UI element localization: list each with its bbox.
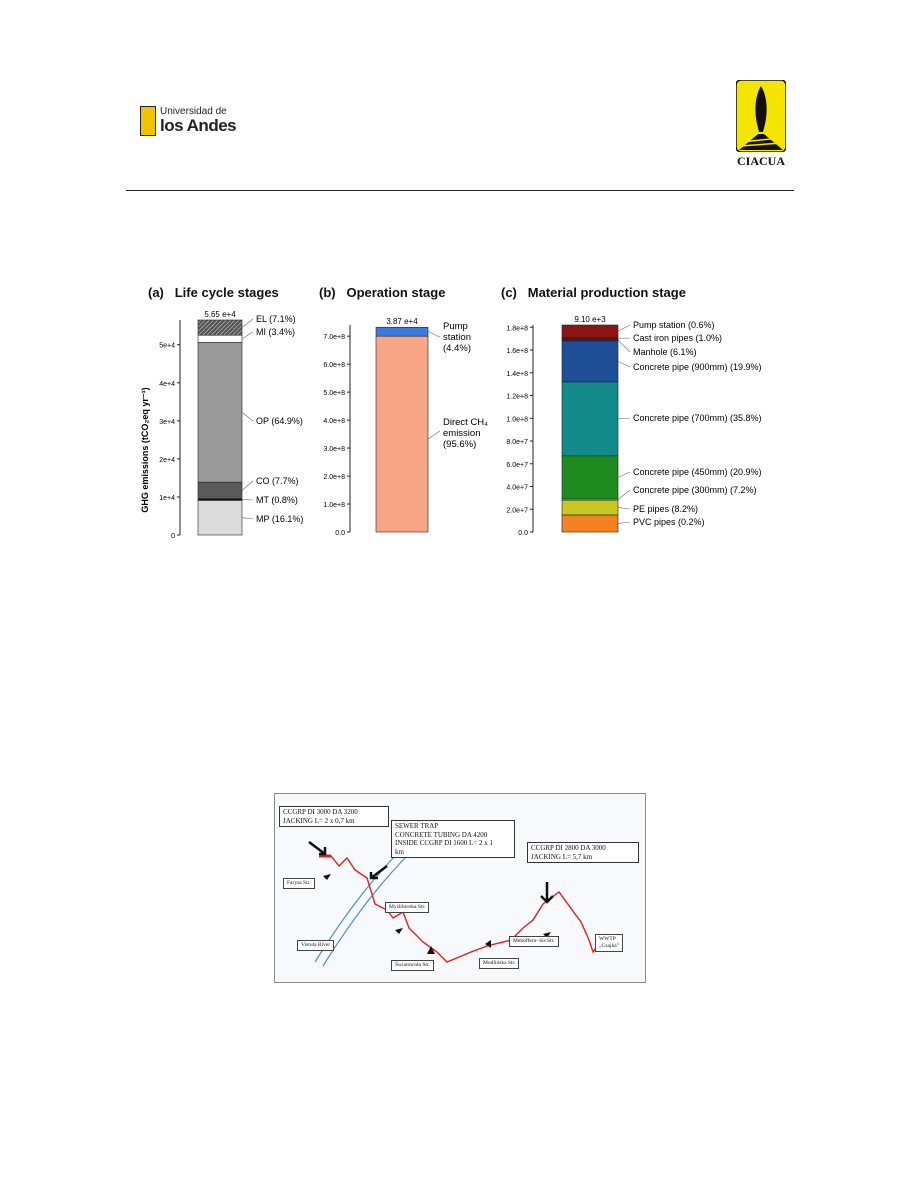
pipe-spec-box-1	[279, 806, 389, 827]
ciacua-logo	[736, 80, 786, 168]
bar-segment-b	[376, 336, 428, 532]
pipe-spec-box-2-line: INSIDE CCGRP DI 1600 L= 2 x 1	[395, 839, 493, 847]
pointer-icon-mysliborska	[395, 928, 403, 934]
leader-line-c	[618, 522, 630, 523]
y-tick-label-c: 1.4e+8	[506, 370, 528, 378]
header-divider	[126, 190, 794, 191]
leader-line-b	[428, 431, 440, 439]
bar-total-label-a: 5.65 e+4	[204, 310, 236, 319]
segment-label-a: MT (0.8%)	[256, 495, 298, 505]
arrow-icon-box1	[309, 842, 325, 854]
y-tick-label-a: 0	[171, 533, 175, 540]
leader-line-c	[618, 490, 630, 500]
pipe-spec-box-3	[527, 842, 639, 863]
y-tick-label-b: 4.0e+8	[323, 418, 345, 426]
segment-label-c: PVC pipes (0.2%)	[633, 517, 705, 527]
segment-label-b: (95.6%)	[443, 439, 477, 450]
segment-label-a: MP (16.1%)	[256, 514, 304, 524]
y-tick-label-b: 0.0	[335, 530, 345, 537]
y-tick-label-c: 4.0e+7	[506, 484, 528, 492]
y-tick-label-b: 6.0e+8	[323, 362, 345, 370]
y-tick-label-a: 1e+4	[159, 494, 175, 502]
y-tick-label-b: 1.0e+8	[323, 502, 345, 510]
y-axis-title-a: GHG emissions (tCO₂eq yr⁻¹)	[140, 387, 150, 513]
bar-segment-c	[562, 382, 618, 456]
segment-label-c: Concrete pipe (700mm) (35.8%)	[633, 413, 762, 423]
leader-line-c	[618, 418, 630, 419]
label-vistula-river: Vistula River	[297, 940, 334, 951]
pipe-spec-box-1-line: JACKING L= 2 x 0,7 km	[283, 816, 355, 825]
y-tick-label-c: 1.6e+8	[506, 348, 528, 356]
segment-label-a: CO (7.7%)	[256, 476, 299, 486]
leader-line-a	[242, 412, 253, 421]
bar-segment-a	[198, 335, 242, 342]
bar-segment-c	[562, 515, 618, 532]
leader-line-a	[242, 332, 253, 339]
pipe-spec-box-2-line: CONCRETE TUBING DA 4200	[395, 830, 488, 839]
leader-line-c	[618, 361, 630, 367]
panel-c-heading: Material production stage	[527, 285, 686, 300]
segment-label-b: emission	[443, 428, 481, 439]
arrow-icon-box2	[371, 866, 387, 878]
pipe-spec-box-2	[391, 820, 515, 858]
y-tick-label-a: 4e+4	[159, 380, 175, 388]
ciacua-name: CIACUA	[737, 154, 785, 168]
bar-segment-a	[198, 482, 242, 499]
bar-segment-a	[198, 342, 242, 482]
pipe-spec-box-1-line: CCGRP DI 3000 DA 3200	[283, 808, 358, 816]
segment-label-c: Manhole (6.1%)	[633, 347, 697, 357]
y-tick-label-a: 3e+4	[159, 418, 175, 426]
y-tick-label-c: 0.0	[518, 530, 528, 537]
y-tick-label-b: 3.0e+8	[323, 446, 345, 454]
label-swiatowida-street: Światowida Str.	[391, 960, 434, 971]
y-tick-label-b: 5.0e+8	[323, 390, 345, 398]
panel-c-title	[501, 285, 686, 300]
bar-segment-c	[562, 341, 618, 382]
bar-total-label-c: 9.10 e+3	[574, 315, 606, 324]
leader-line-c	[618, 472, 630, 477]
bar-segment-c	[562, 456, 618, 499]
y-tick-label-a: 5e+4	[159, 342, 175, 350]
label-mysliborska-street: Myśliborska Str.	[385, 902, 429, 913]
label-mehoffera-street: Mehoffera- bis Str.	[509, 936, 559, 947]
pipe-spec-box-2-line: km	[395, 847, 404, 856]
bar-total-label-b: 3.87 e+4	[386, 317, 418, 327]
segment-label-c: Concrete pipe (300mm) (7.2%)	[633, 485, 757, 495]
segment-label-b: Pump	[443, 321, 468, 333]
pipe-spec-box-2-line: SEWER TRAP	[395, 822, 439, 830]
segment-label-c: PE pipes (8.2%)	[633, 504, 699, 514]
pipe-spec-box-3-line: CCGRP DI 2800 DA 3000	[531, 844, 606, 852]
panel-b-title	[319, 285, 445, 300]
y-tick-label-c: 8.0e+7	[506, 439, 528, 447]
ghg-charts	[0, 300, 918, 550]
bar-segment-c	[562, 500, 618, 515]
leader-line-c	[618, 340, 630, 352]
segment-label-a: EL (7.1%)	[256, 314, 296, 324]
bar-segment-b	[376, 327, 428, 336]
segment-label-c: Concrete pipe (450mm) (20.9%)	[633, 467, 762, 477]
uniandes-logo-line2: los Andes	[160, 116, 237, 135]
segment-label-c: Cast iron pipes (1.0%)	[633, 333, 723, 343]
segment-label-c: Pump station (0.6%)	[633, 320, 715, 330]
leader-line-c	[618, 508, 630, 509]
panel-c-letter: (c)	[501, 285, 517, 300]
segment-label-b: Direct CH₄	[443, 417, 489, 428]
segment-label-a: OP (64.9%)	[256, 416, 303, 426]
bar-segment-a	[198, 320, 242, 335]
label-wwtp: WWTP	[599, 936, 616, 942]
y-tick-label-b: 7.0e+8	[323, 334, 345, 342]
y-tick-label-c: 1.0e+8	[506, 416, 528, 424]
y-tick-label-b: 2.0e+8	[323, 474, 345, 482]
panel-b-heading: Operation stage	[346, 285, 446, 300]
segment-label-a: MI (3.4%)	[256, 327, 296, 337]
ciacua-emblem-icon	[736, 80, 786, 152]
leader-line-b	[428, 331, 440, 337]
pointer-icon-farysa	[323, 874, 331, 880]
panel-a-heading: Life cycle stages	[174, 285, 279, 300]
leader-line-a	[242, 319, 253, 328]
leader-line-c	[618, 325, 630, 331]
arrow-icon-box3	[541, 882, 553, 902]
pipe-spec-box-3-line: JACKING L= 5,7 km	[531, 852, 593, 861]
universidad-de-los-andes-logo	[140, 106, 237, 140]
bar-segment-a	[198, 500, 242, 535]
bar-segment-c	[562, 325, 618, 338]
sewer-route-map	[274, 793, 646, 983]
label-farysa-street: Farysa Str.	[283, 878, 315, 889]
panel-a-title	[148, 285, 279, 300]
leader-line-a	[242, 518, 253, 519]
uniandes-logo-line1: Universidad de	[160, 106, 227, 117]
uniandes-emblem-icon	[140, 106, 156, 136]
y-tick-label-c: 1.2e+8	[506, 393, 528, 401]
label-wwtp-czajka	[595, 934, 623, 952]
segment-label-b: (4.4%)	[443, 343, 471, 355]
segment-label-c: Concrete pipe (900mm) (19.9%)	[633, 362, 762, 372]
y-tick-label-a: 2e+4	[159, 456, 175, 464]
panel-b-letter: (b)	[319, 285, 336, 300]
panel-a-letter: (a)	[148, 285, 164, 300]
leader-line-a	[242, 481, 253, 490]
y-tick-label-c: 6.0e+7	[506, 461, 528, 469]
label-czajka: „Czajka”	[599, 943, 620, 949]
y-tick-label-c: 2.0e+7	[506, 507, 528, 515]
segment-label-b: station	[443, 332, 471, 344]
y-tick-label-c: 1.8e+8	[506, 325, 528, 333]
label-modlinska-street: Modlińska Str.	[479, 958, 519, 969]
